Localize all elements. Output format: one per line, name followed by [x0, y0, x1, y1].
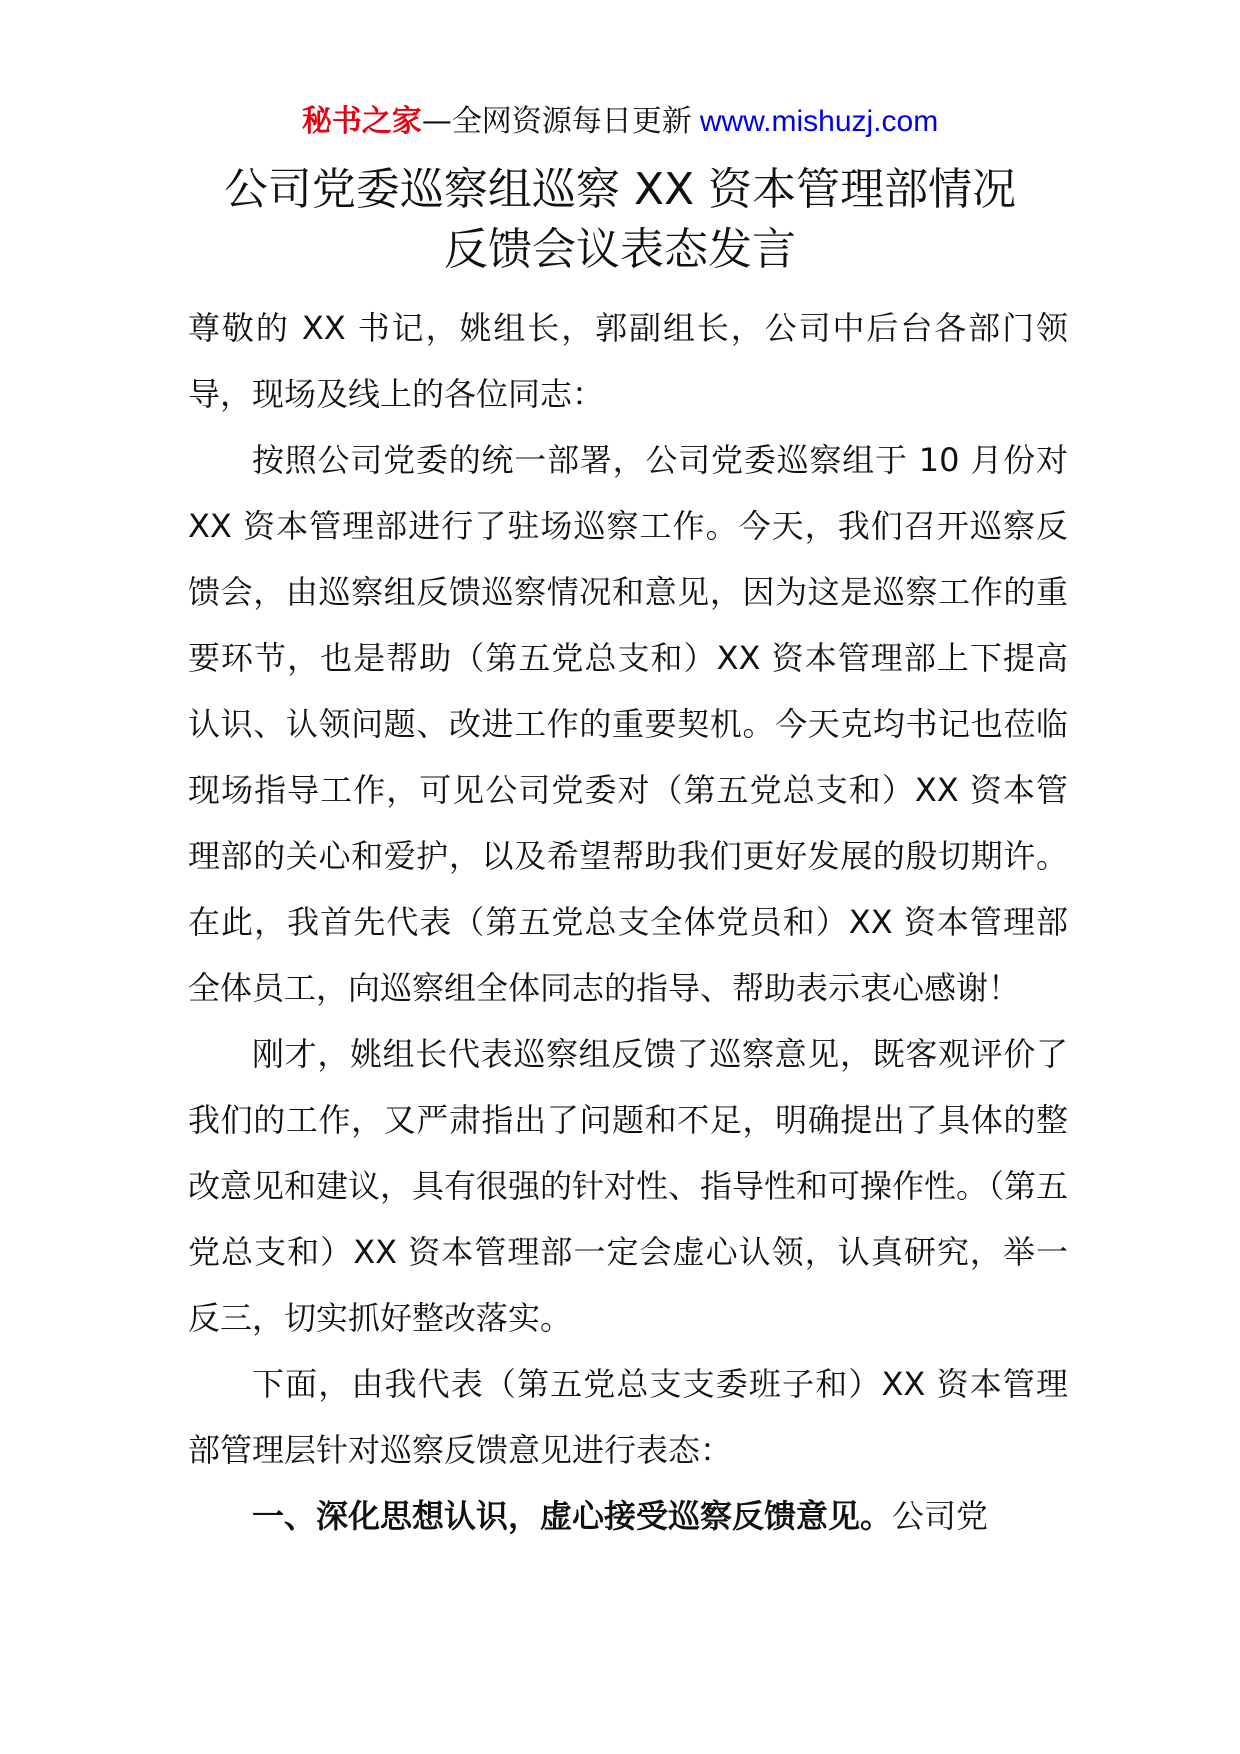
section-1-heading: 一、深化思想认识，虚心接受巡察反馈意见。 — [252, 1497, 893, 1535]
title-line-1: 公司党委巡察组巡察 XX 资本管理部情况 — [223, 164, 1017, 215]
brand-name: 秘书之家 — [301, 104, 422, 139]
header-tagline: —全网资源每日更新 — [421, 104, 692, 139]
body-paragraph-2: 刚才，姚组长代表巡察组反馈了巡察意见，既客观评价了我们的工作，又严肃指出了问题和不足，明确提出了具体的整改意见和建议，具有很强的针对性、指导性和可操作性。（第五党总支和）XX 资本管理部一定会虚心认领，认真研究，举一反三，切实抓好整改落实。 — [188, 1035, 1069, 1337]
body-paragraph-1: 按照公司党委的统一部署，公司党委巡察组于 10 月份对 XX 资本管理部进行了驻场巡察工作。今天，我们召开巡察反馈会，由巡察组反馈巡察情况和意见，因为这是巡察工作的重要环节，也是帮助（第五党总支和）XX 资本管理部上下提高认识、认领问题、改进工作的重要契机。今天克均书记也莅临现场指导工作，可见公司党委对（第五党总支和）XX 资本管理部的关心和爱护，以及希望帮助我们更好发展的殷切期许。在此，我首先代表（第五党总支全体党员和）XX 资本管理部全体员工，向巡察组全体同志的指导、帮助表示衷心感谢！ — [188, 441, 1068, 1007]
site-header — [0, 100, 1240, 144]
section-1-paragraph — [188, 1483, 1068, 1549]
body-paragraph-3: 下面，由我代表（第五党总支支委班子和）XX 资本管理部管理层针对巡察反馈意见进行表态： — [188, 1365, 1068, 1469]
document-title — [150, 160, 1090, 280]
document-body — [188, 295, 1068, 1549]
section-1-text: 公司党 — [892, 1497, 989, 1535]
site-url-link[interactable]: www.mishuzj.com — [699, 105, 939, 138]
title-line-2: 反馈会议表态发言 — [444, 224, 796, 275]
salutation: 尊敬的 XX 书记，姚组长，郭副组长，公司中后台各部门领导，现场及线上的各位同志： — [188, 309, 1068, 413]
